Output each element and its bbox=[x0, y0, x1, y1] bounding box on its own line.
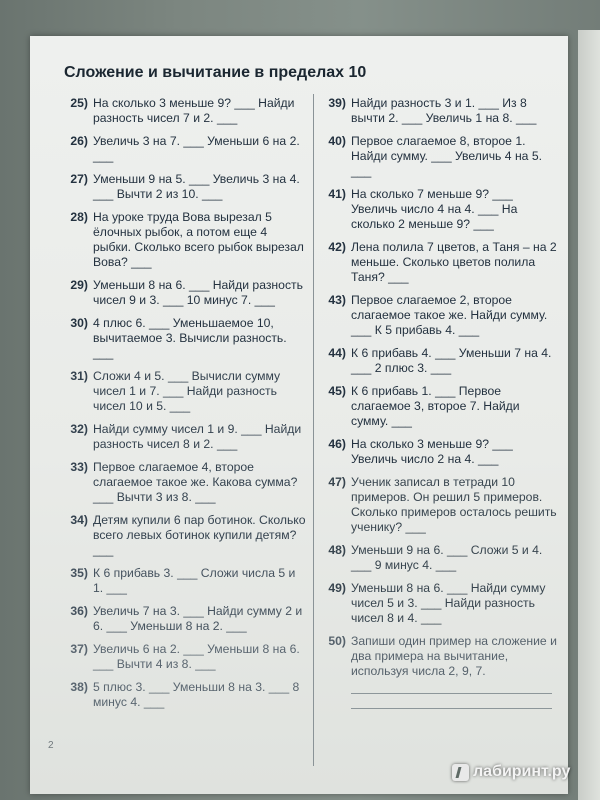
page-title: Сложение и вычитание в пределах 10 bbox=[64, 64, 367, 81]
left-column bbox=[60, 96, 308, 710]
task-32: 32) Найди сумму чисел 1 и 9. ___ Найди разность чисел 8 и 2. ___ bbox=[70, 422, 302, 451]
task-34: 34) Детям купили 6 пар ботинок. Сколько всего левых ботинок купили детям? ___ bbox=[70, 513, 306, 557]
answer-line bbox=[351, 679, 552, 694]
task-41: 41) На сколько 7 меньше 9? ___ Увеличь число 4 на 4. ___ На сколько 2 меньше 9? ___ bbox=[328, 187, 518, 231]
task-28: 28) На уроке труда Вова вырезал 5 ёлочных рыбок, а потом еще 4 рыбки. Сколько всего рыбок вырезал Вова? ___ bbox=[70, 210, 304, 269]
task-49: 49) Уменьши 8 на 6. ___ Найди сумму чисел 5 и 3. ___ Найди разность чисел 8 и 4. ___ bbox=[328, 581, 546, 625]
task-45: 45) К 6 прибавь 1. ___ Первое слагаемое 3, второе 7. Найди сумму. ___ bbox=[328, 384, 520, 428]
task-33: 33) Первое слагаемое 4, второе слагаемое такое же. Какова сумма? ___ Вычти 3 из 8. ___ bbox=[70, 460, 298, 504]
task-42: 42) Лена полила 7 цветов, а Таня – на 2 меньше. Сколько цветов полила Таня? ___ bbox=[328, 240, 557, 284]
task-38: 38) 5 плюс 3. ___ Уменьши 8 на 3. ___ 8 минус 4. ___ bbox=[70, 680, 300, 709]
page-number: 2 bbox=[48, 740, 54, 751]
task-35: 35) К 6 прибавь 3. ___ Сложи числа 5 и 1. ___ bbox=[70, 566, 296, 595]
task-40: 40) Первое слагаемое 8, второе 1. Найди сумму. ___ Увеличь 4 на 5. ___ bbox=[328, 134, 542, 178]
task-29: 29) Уменьши 8 на 6. ___ Найди разность чисел 9 и 3. ___ 10 минус 7. ___ bbox=[70, 278, 303, 307]
task-43: 43) Первое слагаемое 2, второе слагаемое такое же. Найди сумму. ___ К 5 прибавь 4. ___ bbox=[328, 293, 548, 337]
right-column bbox=[318, 96, 558, 709]
task-27: 27) Уменьши 9 на 5. ___ Увеличь 3 на 4. ___ Вычти 2 из 10. ___ bbox=[70, 172, 300, 201]
next-page-edge bbox=[578, 30, 600, 800]
task-39: 39) Найди разность 3 и 1. ___ Из 8 вычти 2. ___ Увеличь 1 на 8. ___ bbox=[328, 96, 537, 125]
task-48: 48) Уменьши 9 на 6. ___ Сложи 5 и 4. ___ 9 минус 4. ___ bbox=[328, 543, 543, 572]
task-36: 36) Увеличь 7 на 3. ___ Найди сумму 2 и 6. ___ Уменьши 8 на 2. ___ bbox=[70, 604, 303, 633]
task-46: 46) На сколько 3 меньше 9? ___ Увеличь число 2 на 4. ___ bbox=[328, 437, 513, 466]
column-divider bbox=[313, 94, 314, 766]
watermark-text: лабиринт.ру bbox=[473, 763, 571, 780]
task-26: 26) Увеличь 3 на 7. ___ Уменьши 6 на 2. ___ bbox=[70, 134, 300, 163]
task-30: 30) 4 плюс 6. ___ Уменьшаемое 10, вычитаемое 3. Вычисли разность. ___ bbox=[70, 316, 287, 360]
task-31: 31) Сложи 4 и 5. ___ Вычисли сумму чисел 1 и 7. ___ Найди разность чисел 10 и 5. ___ bbox=[70, 369, 281, 413]
task-47: 47) Ученик записал в тетради 10 примеров. Он решил 5 примеров. Сколько примеров осталось решить ученику? ___ bbox=[328, 475, 557, 534]
task-37: 37) Увеличь 6 на 2. ___ Уменьши 8 на 6. ___ Вычти 4 из 8. ___ bbox=[70, 642, 300, 671]
worksheet-page bbox=[30, 36, 571, 794]
task-25: 25) На сколько 3 меньше 9? ___ Найди разность чисел 7 и 2. ___ bbox=[70, 96, 295, 125]
labirint-logo-icon bbox=[452, 764, 469, 781]
answer-line bbox=[351, 694, 552, 709]
task-44: 44) К 6 прибавь 4. ___ Уменьши 7 на 4. ___ 2 плюс 3. ___ bbox=[328, 346, 552, 375]
watermark bbox=[452, 763, 570, 781]
task-50: 50) Запиши один пример на сложение и два примера на вычитание, используя числа 2, 9, 7. bbox=[328, 634, 557, 678]
